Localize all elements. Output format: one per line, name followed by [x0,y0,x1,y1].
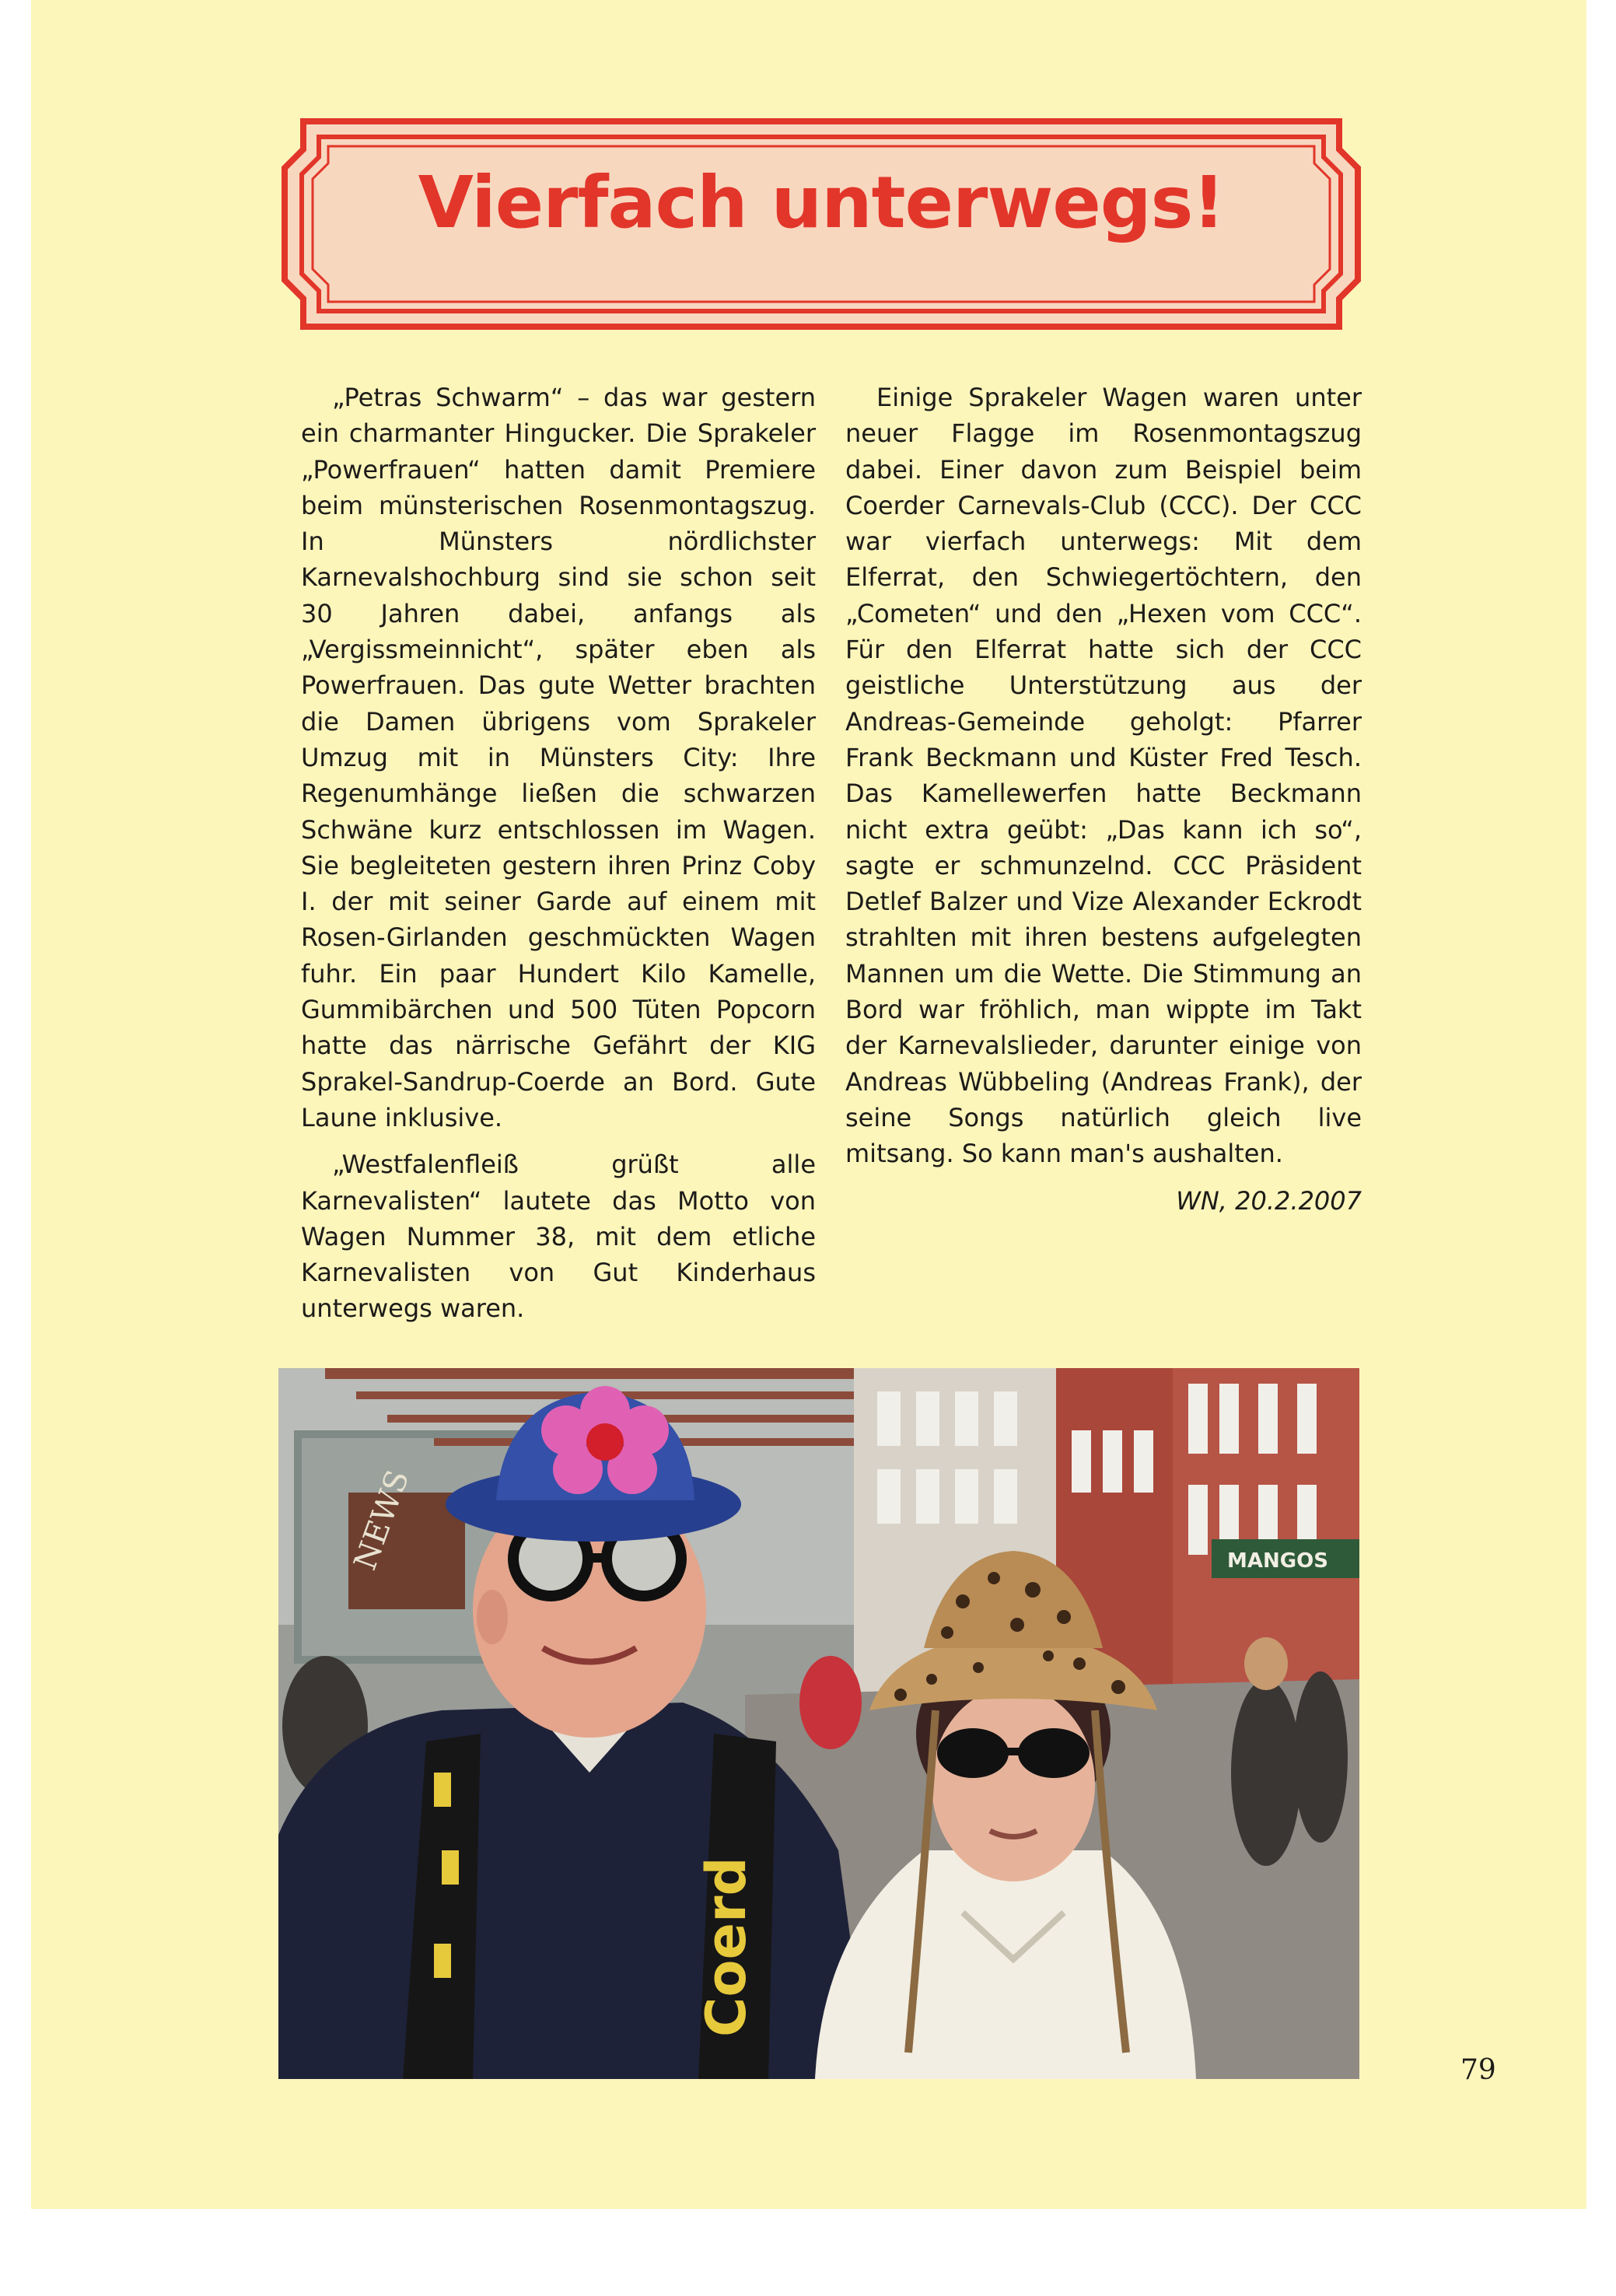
magazine-page [31,0,1586,2209]
source-citation: WN, 20.2.2007 [1176,1185,1362,1216]
article-column-left [301,380,816,1338]
title-banner [282,118,1361,330]
article-column-right [845,380,1362,1230]
page-number: 79 [1460,2054,1496,2086]
carnival-photo [278,1368,1359,2079]
article-title: Vierfach unterwegs! [418,161,1225,244]
paragraph: Einige Sprakeler Wagen waren unter neuer Flagge im Rosenmontagszug dabei. Einer davon zum Beispiel beim Coerder Carnevals-Club (CCC). Der CCC war vierfach unterwegs: Mit dem Elferrat, den Schwiegertöchtern, den „Cometen“ und den „Hexen vom CCC“. Für den Elferrat hatte sich der CCC geistliche Unterstützung aus der Andreas-Gemeinde geholgt: Pfarrer Frank Beckmann und Küster Fred Tesch. Das Kamellewerfen hatte Beckmann nicht extra geübt: „Das kann ich so“, sagte er schmunzelnd. CCC Präsident Detlef Balzer und Vize Alexander Eckrodt strahlten mit ihren bestens aufgelegten Mannen um die Wette. Die Stimmung an Bord war fröhlich, man wippte im Takt der Karnevalslieder, darunter einige von Andreas Wübbeling (Andreas Frank), der seine Songs natürlich gleich live mitsang. So kann man's aushalten. [845,383,1362,1169]
paragraph: „Westfalenfleiß grüßt alle Karnevalisten“ lautete das Motto von Wagen Nummer 38, mit dem etliche Karnevalisten von Gut Kinderhaus unterwegs waren. [301,1150,816,1324]
paragraph: „Petras Schwarm“ – das war gestern ein charmanter Hingucker. Die Sprakeler „Powerfrauen“ hatten damit Premiere beim münsterischen Rosenmontagszug. In Münsters nördlichster Karnevalshochburg sind sie schon seit 30 Jahren dabei, anfangs als „Vergissmeinnicht“, später eben als Powerfrauen. Das gute Wetter brachten die Damen übrigens vom Sprakeler Umzug mit in Münsters City: Ihre Regenumhänge ließen die schwarzen Schwäne kurz entschlossen im Wagen. Sie begleiteten gestern ihren Prinz Coby I. der mit seiner Garde auf einem mit Rosen-Girlanden geschmückten Wagen fuhr. Ein paar Hundert Kilo Kamelle, Gummibärchen und 500 Tüten Popcorn hatte das närrische Gefährt der KIG Sprakel-Sandrup-Coerde an Bord. Gute Laune inklusive. [301,383,816,1132]
window-text: NEWS [347,1465,417,1575]
scarf-text: Coerd [694,1857,758,2037]
shop-sign: MANGOS [1227,1549,1328,1573]
